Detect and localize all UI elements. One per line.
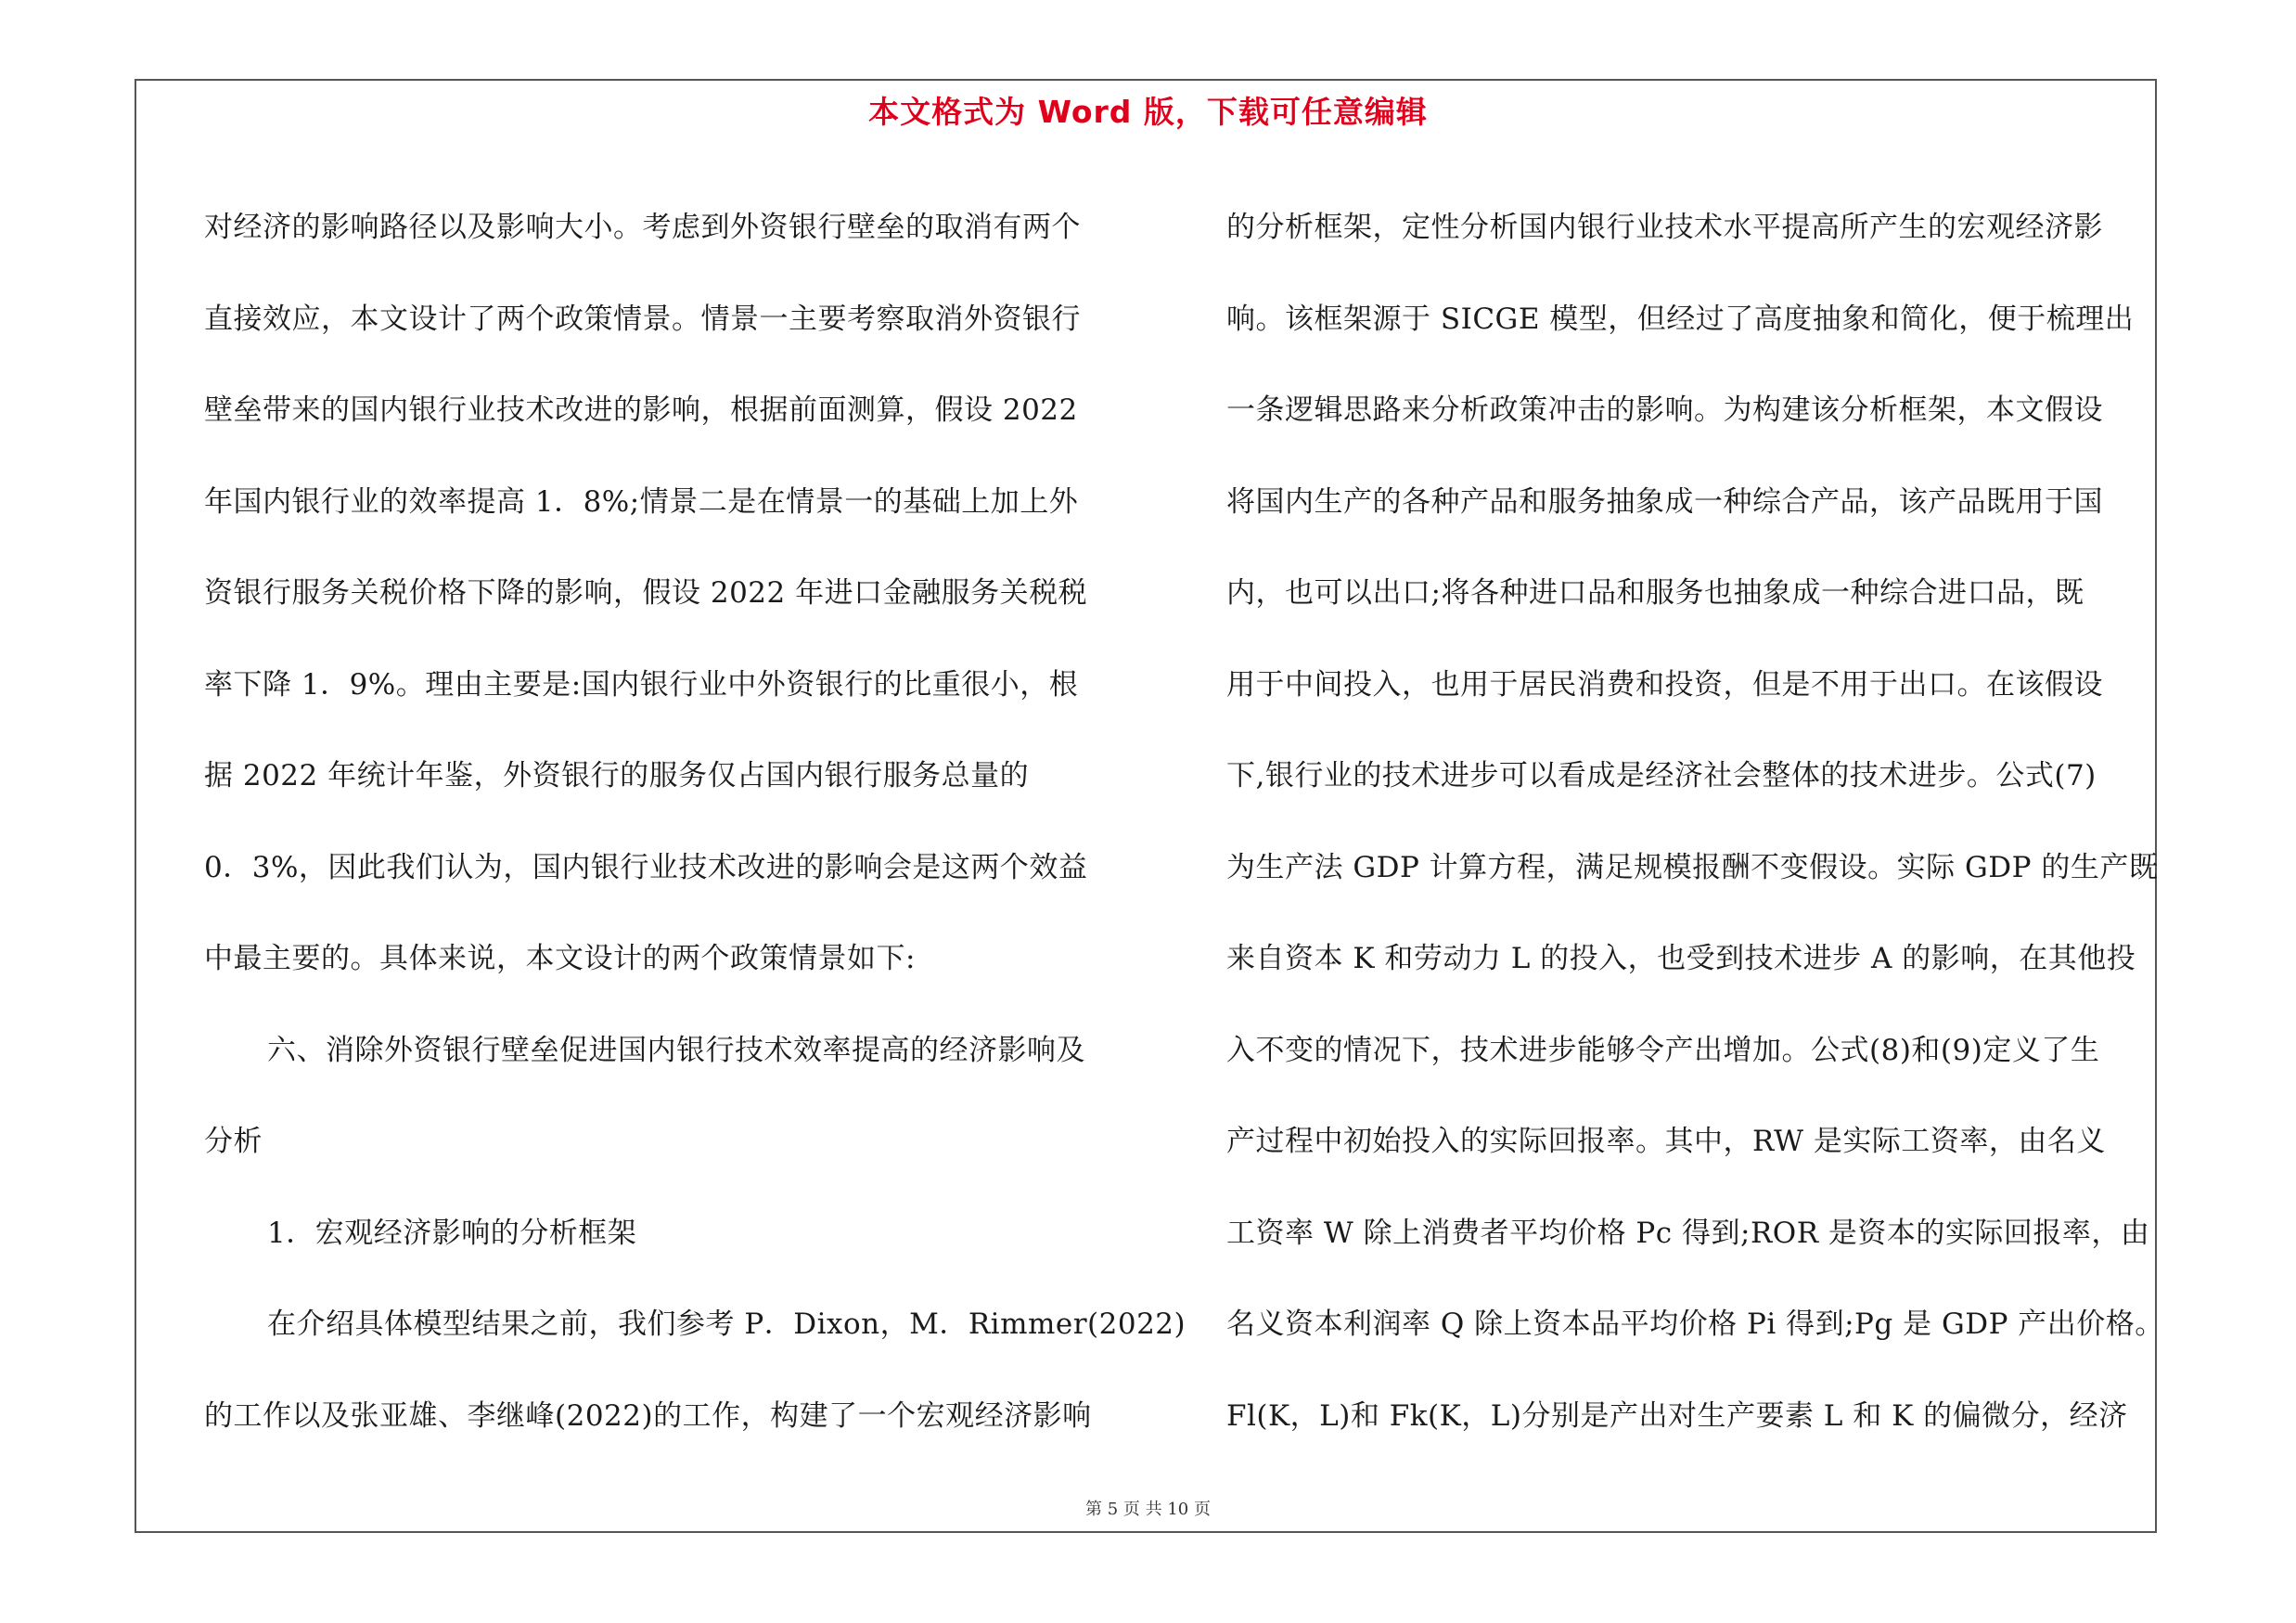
body-line: 为生产法 GDP 计算方程，满足规模报酬不变假设。实际 GDP 的生产既 [1226,850,2159,884]
word-format-banner: 本文格式为 Word 版，下载可任意编辑 [868,94,1428,130]
body-line: 将国内生产的各种产品和服务抽象成一种综合产品，该产品既用于国 [1226,484,2103,519]
body-line: 内，也可以出口;将各种进口品和服务也抽象成一种综合进口品，既 [1226,576,2084,610]
body-line: 中最主要的。具体来说，本文设计的两个政策情景如下: [204,942,916,975]
body-line: 的工作以及张亚雄、李继峰(2022)的工作，构建了一个宏观经济影响 [204,1398,1092,1433]
body-line: 年国内银行业的效率提高 1．8%;情景二是在情景一的基础上加上外 [204,484,1079,519]
body-line: 壁垒带来的国内银行业技术改进的影响，根据前面测算，假设 2022 [204,393,1078,427]
body-line: 率下降 1．9%。理由主要是:国内银行业中外资银行的比重很小，根 [204,667,1079,702]
section-heading: 六、消除外资银行壁垒促进国内银行技术效率提高的经济影响及 [267,1033,1085,1067]
body-line: 的分析框架，定性分析国内银行业技术水平提高所产生的宏观经济影 [1226,211,2103,244]
body-line: 产过程中初始投入的实际回报率。其中，RW 是实际工资率，由名义 [1226,1125,2106,1158]
left-column [204,182,1186,1462]
body-line: 用于中间投入，也用于居民消费和投资，但是不用于出口。在该假设 [1226,667,2103,702]
body-line: Fl(K，L)和 Fk(K，L)分别是产出对生产要素 L 和 K 的偏微分，经济 [1226,1398,2128,1433]
body-line: 据 2022 年统计年鉴，外资银行的服务仅占国内银行服务总量的 [204,759,1030,792]
right-column [1226,182,2164,1462]
paragraph-start-line: 在介绍具体模型结果之前，我们参考 P．Dixon，M．Rimmer(2022) [267,1307,1186,1341]
section-heading-continued: 分析 [204,1125,263,1158]
body-line: 名义资本利润率 Q 除上资本品平均价格 Pi 得到;Pg 是 GDP 产出价格。 [1226,1307,2164,1341]
body-line: 一条逻辑思路来分析政策冲击的影响。为构建该分析框架，本文假设 [1226,393,2103,427]
body-line: 响。该框架源于 SICGE 模型，但经过了高度抽象和简化，便于梳理出 [1226,302,2135,336]
subsection-heading: 1．宏观经济影响的分析框架 [267,1216,637,1250]
body-line: 资银行服务关税价格下降的影响，假设 2022 年进口金融服务关税税 [204,576,1088,610]
body-line: 对经济的影响路径以及影响大小。考虑到外资银行壁垒的取消有两个 [204,211,1081,244]
body-line: 下,银行业的技术进步可以看成是经济社会整体的技术进步。公式(7) [1226,759,2097,792]
body-line: 入不变的情况下，技术进步能够令产出增加。公式(8)和(9)定义了生 [1226,1033,2100,1067]
body-line: 工资率 W 除上消费者平均价格 Pc 得到;ROR 是资本的实际回报率，由 [1226,1216,2150,1250]
body-line: 直接效应，本文设计了两个政策情景。情景一主要考察取消外资银行 [204,302,1081,336]
body-line: 0．3%，因此我们认为，国内银行业技术改进的影响会是这两个效益 [204,850,1088,884]
body-line: 来自资本 K 和劳动力 L 的投入，也受到技术进步 A 的影响，在其他投 [1226,942,2136,975]
page-number-footer: 第 5 页 共 10 页 [1085,1500,1211,1519]
